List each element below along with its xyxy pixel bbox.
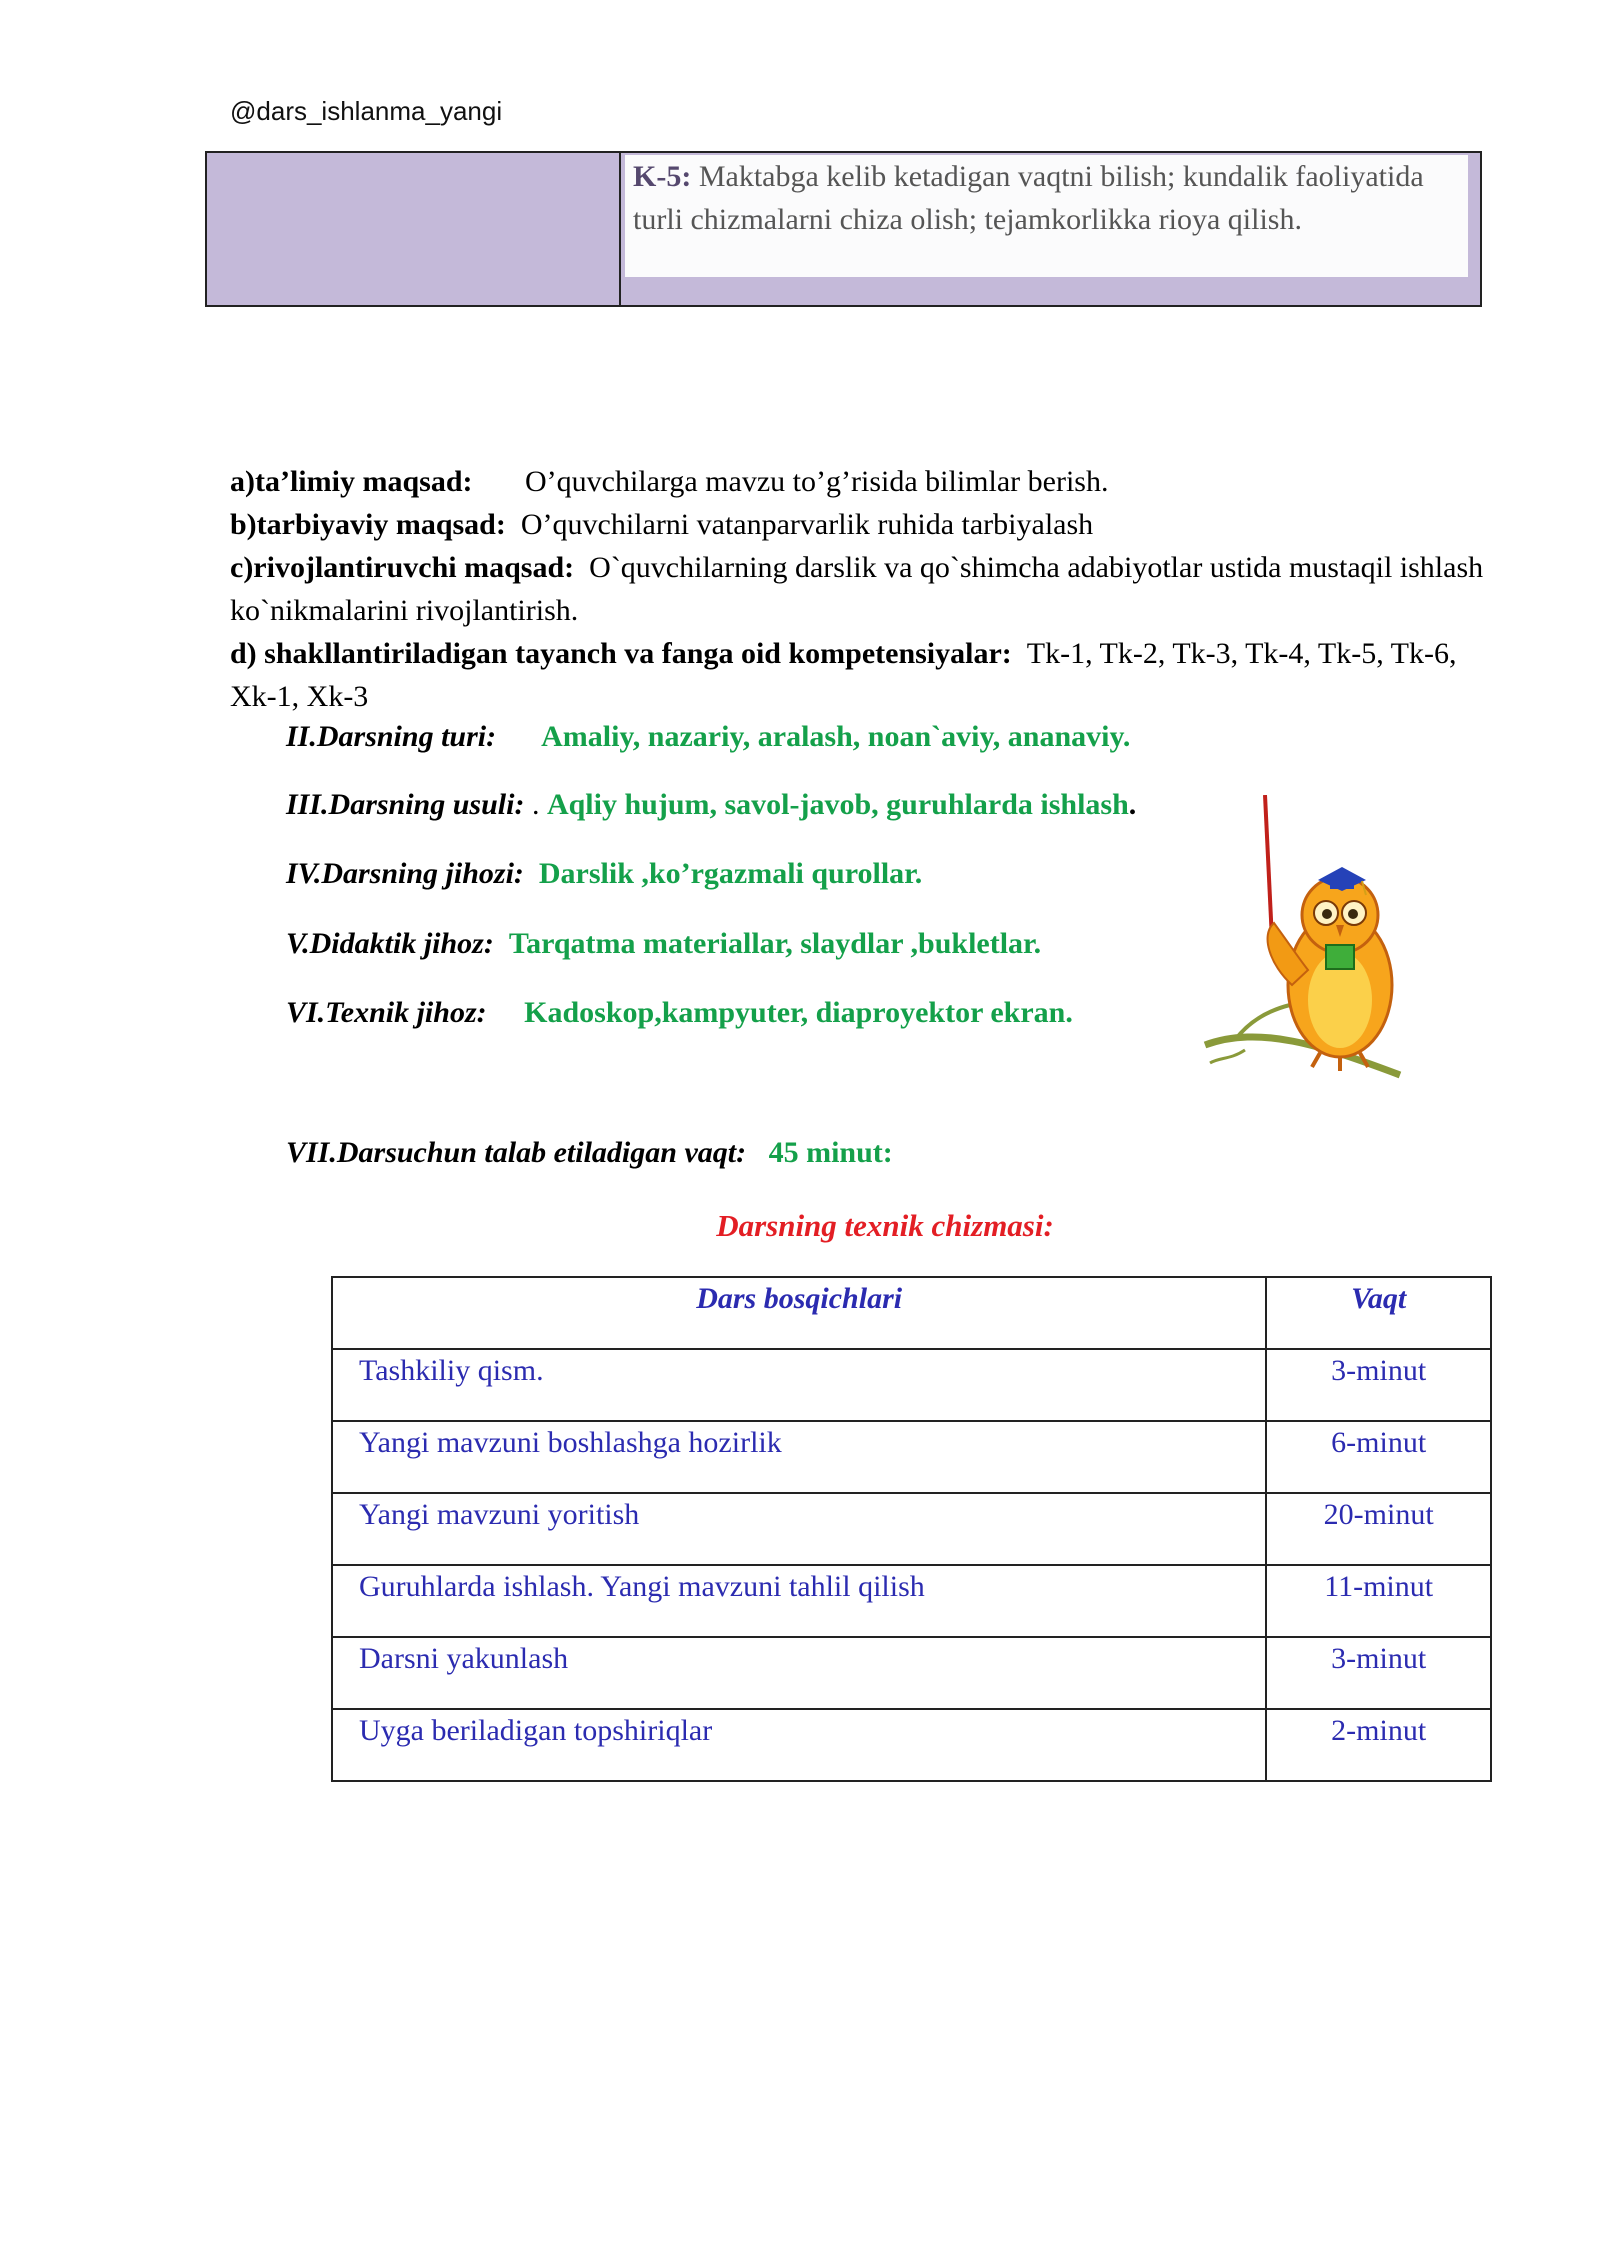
table-row: [332, 1565, 1491, 1637]
lesson-method-label: III.Darsning usuli:: [286, 788, 525, 821]
stage-cell: Uyga beriladigan topshiriqlar: [332, 1709, 1266, 1781]
time-cell: 6-minut: [1266, 1421, 1491, 1493]
competency-table-right-cell: [621, 153, 1480, 305]
goal-d-text: Tk-1, Tk-2, Tk-3, Tk-4, Tk-5, Tk-6, Xk-1, Xk-3: [230, 637, 1457, 713]
header-time: Vaqt: [1266, 1277, 1491, 1349]
lesson-equipment-label: IV.Darsning jihozi:: [286, 857, 524, 890]
lesson-method-end: .: [1128, 788, 1137, 821]
stage-cell: Guruhlarda ishlash. Yangi mavzuni tahlil qilish: [332, 1565, 1266, 1637]
lesson-type-label: II.Darsning turi:: [286, 720, 497, 753]
competency-table: [205, 151, 1482, 307]
table-row: [332, 1493, 1491, 1565]
goal-a-label: a)ta’limiy maqsad:: [230, 465, 473, 498]
goal-b-text: O’quvchilarni vatanparvarlik ruhida tarbiyalash: [520, 508, 1094, 541]
schedule-table: [331, 1276, 1492, 1782]
stage-cell: Tashkiliy qism.: [332, 1349, 1266, 1421]
schedule-header-row: [332, 1277, 1491, 1349]
time-cell: 20-minut: [1266, 1493, 1491, 1565]
technical-equipment-label: VI.Texnik jihoz:: [286, 996, 487, 1029]
lesson-type-value: Amaliy, nazariy, aralash, noan`aviy, ananaviy.: [541, 720, 1131, 753]
goal-c-label: c)rivojlantiruvchi maqsad:: [230, 551, 575, 584]
stage-cell: Yangi mavzuni yoritish: [332, 1493, 1266, 1565]
time-cell: 11-minut: [1266, 1565, 1491, 1637]
time-cell: 3-minut: [1266, 1349, 1491, 1421]
technical-equipment-value: Kadoskop,kampyuter, diaproyektor ekran.: [524, 996, 1073, 1029]
table-row: [332, 1421, 1491, 1493]
goal-c-text: O`quvchilarning darslik va qo`shimcha adabiyotlar ustida mustaqil ishlash ko`nikmalarini rivojlantirish.: [230, 551, 1484, 627]
goal-d-label: d) shakllantiriladigan tayanch va fanga oid kompetensiyalar:: [230, 637, 1012, 670]
table-row: [332, 1637, 1491, 1709]
section-lesson-type: [286, 720, 1130, 754]
lesson-time-value: 45 minut:: [768, 1136, 893, 1169]
stage-cell: Darsni yakunlash: [332, 1637, 1266, 1709]
lesson-time-label: VII.Darsuchun talab etiladigan vaqt:: [286, 1136, 747, 1169]
competency-label: K-5:: [633, 160, 692, 193]
lesson-method-separator: .: [524, 788, 547, 821]
owl-teacher-pointer-icon: [1200, 795, 1410, 1085]
didactic-equipment-value: Tarqatma materiallar, slaydlar ,bukletlar.: [508, 927, 1042, 960]
didactic-equipment-label: V.Didaktik jihoz:: [286, 927, 494, 960]
section-technical-equipment: [286, 996, 1073, 1030]
lesson-equipment-value: Darslik ,ko’rgazmali qurollar.: [538, 857, 923, 890]
lesson-goals: [230, 460, 1500, 718]
stage-cell: Yangi mavzuni boshlashga hozirlik: [332, 1421, 1266, 1493]
section-lesson-method: [286, 788, 1136, 822]
lesson-method-value: Aqliy hujum, savol-javob, guruhlarda ishlash: [546, 788, 1129, 821]
competency-table-left-cell: [207, 153, 621, 305]
header-stages: Dars bosqichlari: [332, 1277, 1266, 1349]
schedule-title: Darsning texnik chizmasi:: [716, 1208, 1054, 1243]
page-header-handle: @dars_ishlanma_yangi: [230, 96, 503, 126]
table-row: [332, 1709, 1491, 1781]
section-lesson-time: [286, 1136, 893, 1170]
time-cell: 3-minut: [1266, 1637, 1491, 1709]
goal-b-label: b)tarbiyaviy maqsad:: [230, 508, 506, 541]
competency-description: Maktabga kelib ketadigan vaqtni bilish; kundalik faoliyatida turli chizmalarni chiza olish; tejamkorlikka rioya qilish.: [633, 160, 1424, 236]
table-row: [332, 1349, 1491, 1421]
goal-a-text: O’quvchilarga mavzu to’g’risida bilimlar berish.: [525, 465, 1109, 498]
section-didactic-equipment: [286, 927, 1041, 961]
time-cell: 2-minut: [1266, 1709, 1491, 1781]
competency-text: [625, 155, 1468, 277]
section-lesson-equipment: [286, 857, 922, 891]
